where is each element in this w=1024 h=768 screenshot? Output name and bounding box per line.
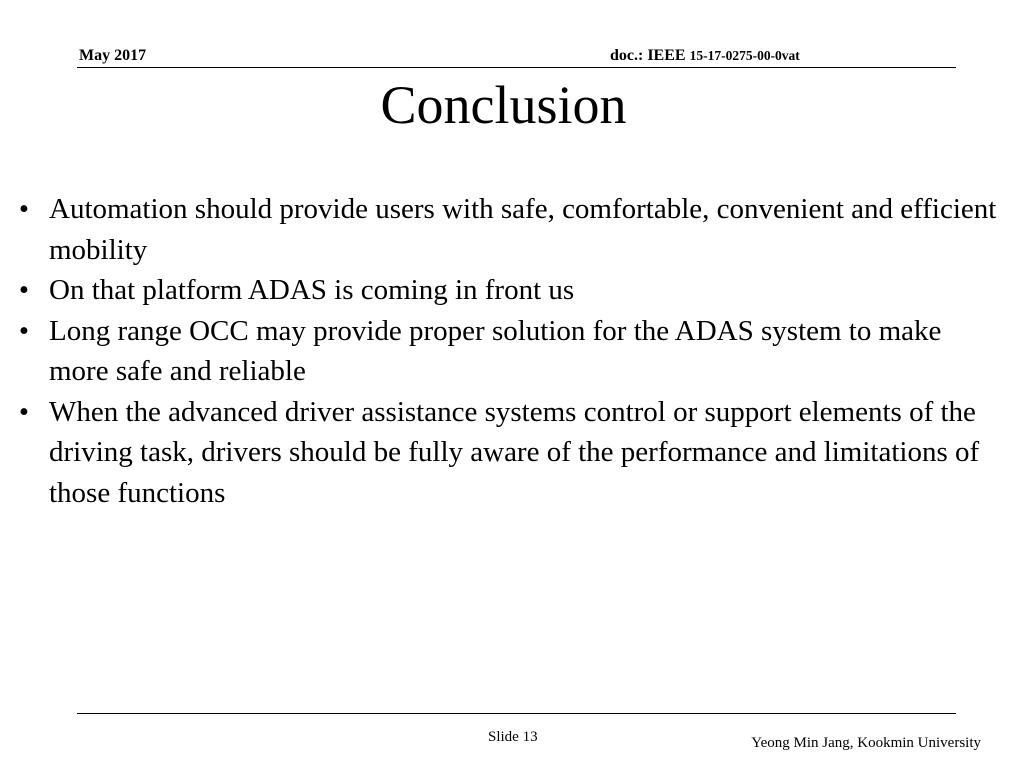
footer-author: Yeong Min Jang, Kookmin University [751, 735, 981, 751]
bullet-list [14, 189, 1004, 513]
header-date: May 2017 [79, 47, 147, 64]
bullet-text: Automation should provide users with safe, comfortable, convenient and efficient mobility [49, 193, 997, 266]
bullet-item [14, 189, 1004, 270]
bullet-text: Long range OCC may provide proper solution for the ADAS system to make more safe and reliable [49, 314, 942, 387]
slide-number: Slide 13 [488, 729, 538, 745]
bullet-item [14, 392, 1004, 514]
bullet-text: On that platform ADAS is coming in front us [49, 274, 575, 306]
bullet-glyph: • [18, 274, 30, 306]
bullet-item [14, 311, 1004, 392]
bullet-text: When the advanced driver assistance systems control or support elements of the driving task, drivers should be fully aware of the performance and limitations of those functions [49, 395, 980, 509]
bullet-item [14, 270, 1004, 311]
header-divider [77, 67, 956, 68]
footer-divider [77, 713, 956, 714]
bullet-glyph: • [18, 314, 30, 347]
bullet-glyph: • [18, 193, 30, 225]
header-doc-prefix: doc.: IEEE [610, 47, 690, 64]
header-doc-number: 15-17-0275-00-0vat [689, 48, 800, 63]
bullet-glyph: • [18, 395, 30, 428]
header-doc-id [610, 46, 800, 66]
slide-title: Conclusion [380, 75, 627, 135]
